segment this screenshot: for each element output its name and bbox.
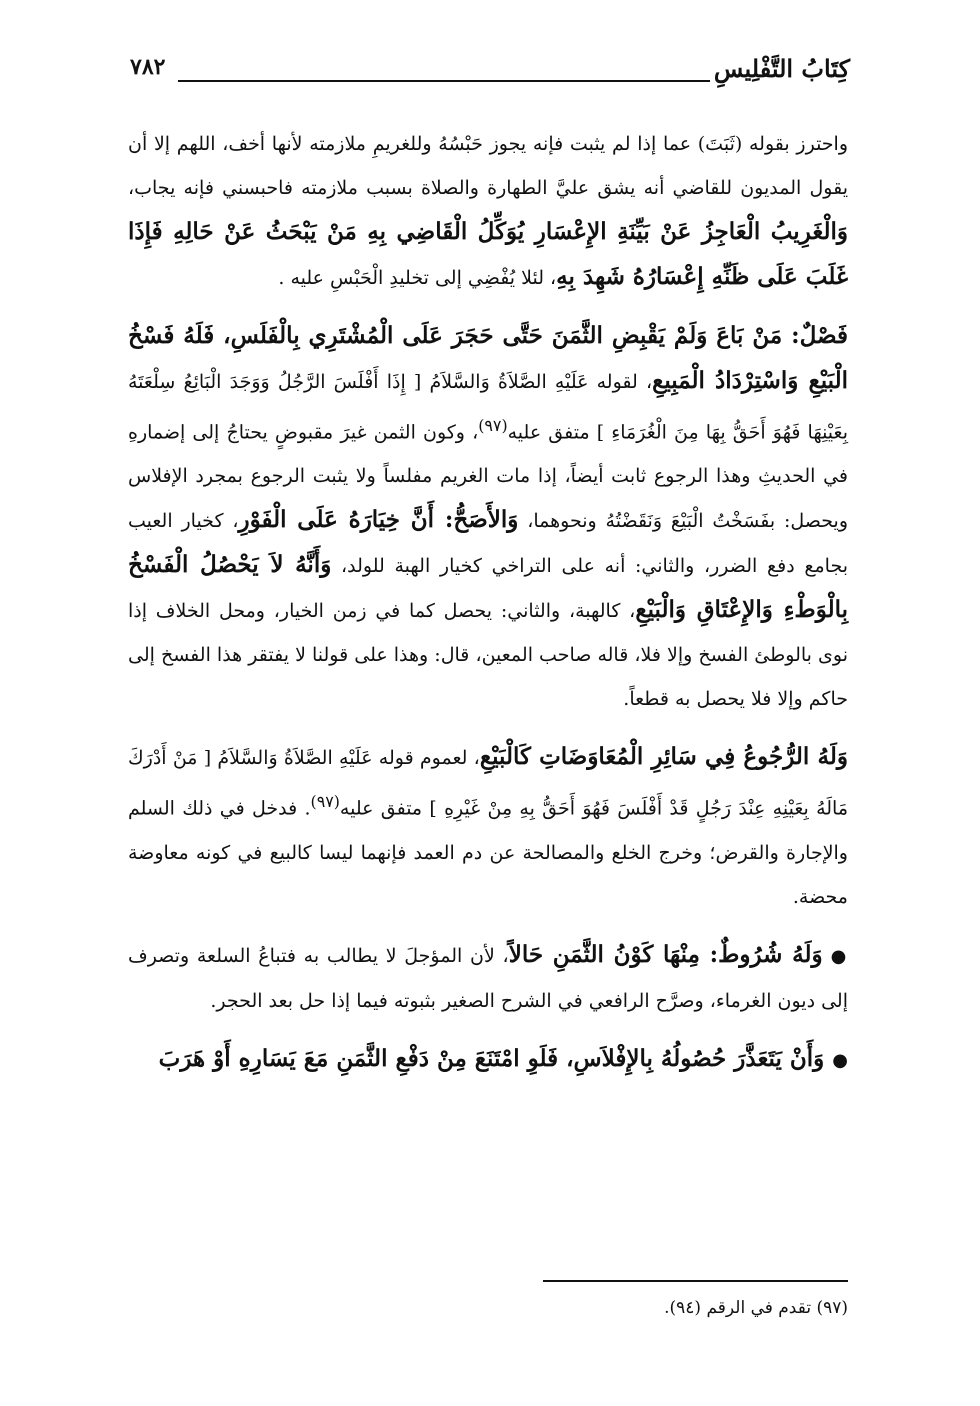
commentary-text: ، لقوله عَلَيْهِ الصَّلاَةُ وَالسَّلاَمُ [ إِذَا أَفْلَسَ الرَّجُلُ وَوَجَدَ الْبَائِعُ سِلْعَتَهُ بِعَيْنِهَا فَهُوَ أَحَقُّ بِهَا مِنَ الْغُرَمَاءِ ] متفق عليه xyxy=(128,371,848,444)
matn-text: وَأَنَّهُ لاَ يَحْصُلُ الْفَسْخُ بِالْوَطْءِ وَالإِعْتَاقِ وَالْبَيْعِ xyxy=(128,551,848,624)
page-header xyxy=(130,50,850,90)
commentary-text: ، وكون الثمن غيرَ مقبوضٍ يحتاجُ إلى إضمارهِ في الحديثِ وهذا الرجوع ثابت أيضاً، إذا مات الغريم مفلساً ولا يثبت الرجوع بمجرد الإفلاس ويحصل: بفَسَخْتُ الْبَيْعَ وَنَقَضْتُهُ ونحوهما، xyxy=(128,421,848,533)
matn-text: وَالأَصَحُّ: أَنَّ خِيَارَهُ عَلَى الْفَوْرِ xyxy=(238,506,519,534)
commentary-text: ، لعموم قوله عَلَيْهِ الصَّلاَةُ وَالسَّلاَمُ [ مَنْ أَدْرَكَ مَالَهُ بِعَيْنِهِ عِنْدَ رَجُلٍ قَدْ أَفْلَسَ فَهُوَ أَحَقُّ بِهِ مِنْ غَيْرِهِ ] متفق عليه xyxy=(128,747,849,820)
paragraph-4 xyxy=(128,933,848,1023)
footnote-rule xyxy=(543,1280,848,1282)
page-number: ٧٨٢ xyxy=(130,54,166,80)
paragraph-1 xyxy=(128,122,848,300)
page-body xyxy=(128,122,848,1083)
commentary-text: ، كخيار العيب بجامع دفع الضرر، والثاني: أنه على التراخي كخيار الهبة للولد، xyxy=(128,510,848,578)
matn-text: فَصْلٌ: مَنْ بَاعَ وَلَمْ يَقْبِضِ الثَّمَنَ حَتَّى حَجَرَ عَلَى الْمُشْتَرِي بِالْفَلَسِ، فَلَهُ فَسْخُ الْبَيْعِ وَاسْتِرْدَادُ الْمَبِيعِ xyxy=(128,322,848,394)
footnote-ref[interactable]: (٩٧) xyxy=(310,792,340,812)
matn-text: وَلَهُ الرُّجُوعُ فِي سَائِرِ الْمُعَاوَضَاتِ كَالْبَيْعِ xyxy=(479,743,848,771)
bullet-icon: ● xyxy=(830,945,848,967)
footnote: (٩٧) تقدم في الرقم (٩٤). xyxy=(664,1298,848,1318)
bullet-icon: ● xyxy=(832,1049,848,1071)
header-rule xyxy=(178,80,710,82)
commentary-text: . فدخل في ذلك السلم والإجارة والقرض؛ وخرج الخلع والمصالحة عن دم العمد فإنهما ليسا كالبيع في كونه معاوضة محضة. xyxy=(128,797,848,908)
paragraph-3 xyxy=(128,735,848,918)
matn-text: وَالْغَرِيبُ الْعَاجِزُ عَنْ بَيِّنَةِ الإِعْسَارِ يُوَكِّلُ الْقَاضِي بِهِ مَنْ يَبْحَثُ عَنْ حَالِهِ فَإِذَا غَلَبَ عَلَى ظَنِّهِ إِعْسَارُهُ شَهِدَ بِهِ xyxy=(128,218,848,290)
commentary-text: واحترز بقوله (ثَبَتَ) عما إذا لم يثبت فإنه يجوز حَبْسُهُ وللغريمِ ملازمته لأنها أخف، اللهم إلا أن يقول المديون للقاضي أنه يشق عليَّ الطهارة والصلاة بسبب ملازمته فاحبسني فإنه يجاب، xyxy=(128,133,848,199)
commentary-text: ، لأن المؤجلَ لا يطالب به فتباعُ السلعة وتصرف إلى ديون الغرماء، وصرَّح الرافعي في الشرح الصغير بثبوته فيما إذا حل بعد الحجر. xyxy=(128,944,848,1012)
commentary-text: ، لئلا يُفْضِي إلى تخليدِ الْحَبْسِ عليه . xyxy=(278,267,557,289)
paragraph-2 xyxy=(128,314,848,721)
commentary-text: ، كالهبة، والثاني: يحصل كما في زمن الخيار، ومحل الخلاف إذا نوى بالوطئ الفسخ وإلا فلا، قاله صاحب المعين، قال: وهذا على قولنا لا يفتقر هذا الفسخ إلى حاكم وإلا فلا يحصل به قطعاً. xyxy=(128,600,848,711)
running-title: كِتَابُ التَّفْلِيسِ xyxy=(713,54,850,83)
matn-text: وَلَهُ شُرُوطٌ: مِنْهَا كَوْنُ الثَّمَنِ حَالاً xyxy=(508,940,823,968)
footnote-ref[interactable]: (٩٧) xyxy=(478,416,508,435)
paragraph-5 xyxy=(128,1037,848,1083)
matn-text: وَأَنْ يَتَعَذَّرَ حُصُولُهُ بِالإِفْلاَسِ، فَلَوِ امْتَنَعَ مِنْ دَفْعِ الثَّمَنِ مَعَ يَسَارِهِ أَوْ هَرَبَ xyxy=(158,1044,825,1072)
